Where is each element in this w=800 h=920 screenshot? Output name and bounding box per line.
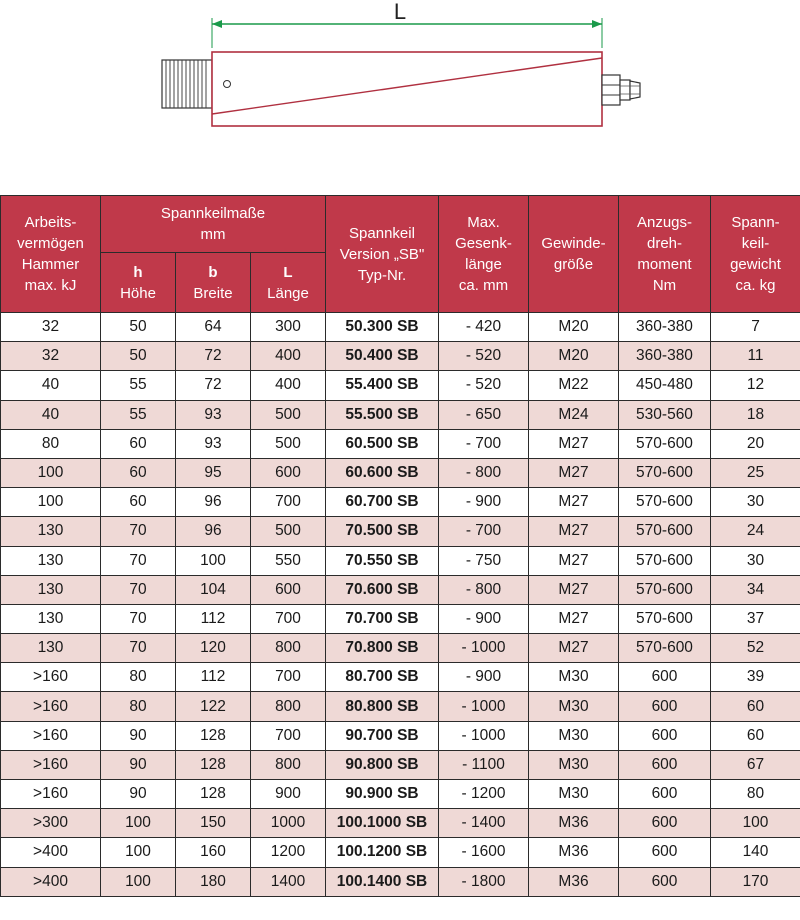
cell-hoehe: 70 [101,604,176,633]
cell-typ: 50.400 SB [326,342,439,371]
cell-gesenk: - 1100 [439,750,529,779]
cell-gewicht: 24 [711,517,800,546]
table-row [1,780,800,809]
cell-hoehe: 70 [101,634,176,663]
cell-typ: 55.500 SB [326,400,439,429]
cell-breite: 96 [176,488,251,517]
cell-hoehe: 90 [101,780,176,809]
cell-gewicht: 80 [711,780,800,809]
cell-typ: 100.1400 SB [326,867,439,896]
cell-arbeit: >160 [1,780,101,809]
cell-typ: 70.550 SB [326,546,439,575]
cell-breite: 93 [176,429,251,458]
cell-hoehe: 60 [101,488,176,517]
cell-arbeit: 130 [1,546,101,575]
cell-hoehe: 60 [101,458,176,487]
cell-gesenk: - 520 [439,342,529,371]
cell-anzug: 360-380 [619,313,711,342]
cell-breite: 104 [176,575,251,604]
cell-arbeit: 32 [1,313,101,342]
cell-arbeit: >300 [1,809,101,838]
cell-gewicht: 12 [711,371,800,400]
cell-gewicht: 25 [711,458,800,487]
cell-hoehe: 55 [101,371,176,400]
cell-breite: 128 [176,721,251,750]
cell-gewinde: M30 [529,780,619,809]
cell-gewinde: M24 [529,400,619,429]
cell-gesenk: - 900 [439,488,529,517]
cell-typ: 50.300 SB [326,313,439,342]
cell-gewicht: 7 [711,313,800,342]
cell-anzug: 450-480 [619,371,711,400]
cell-typ: 70.500 SB [326,517,439,546]
cell-hoehe: 50 [101,313,176,342]
cell-breite: 96 [176,517,251,546]
cell-gewicht: 67 [711,750,800,779]
cell-arbeit: 32 [1,342,101,371]
cell-arbeit: 100 [1,488,101,517]
cell-laenge: 600 [251,458,326,487]
cell-typ: 55.400 SB [326,371,439,400]
spec-table [0,195,800,897]
cell-laenge: 700 [251,488,326,517]
cell-arbeit: 130 [1,634,101,663]
cell-gewicht: 60 [711,692,800,721]
cell-breite: 100 [176,546,251,575]
table-row [1,721,800,750]
cell-typ: 70.700 SB [326,604,439,633]
cell-gesenk: - 1000 [439,721,529,750]
cell-arbeit: >400 [1,838,101,867]
cell-hoehe: 80 [101,663,176,692]
cell-arbeit: >160 [1,750,101,779]
cell-laenge: 500 [251,400,326,429]
wedge-body [212,52,602,126]
cell-anzug: 570-600 [619,517,711,546]
cell-typ: 100.1000 SB [326,809,439,838]
cell-typ: 100.1200 SB [326,838,439,867]
cell-arbeit: >160 [1,721,101,750]
table-row [1,634,800,663]
cell-gewicht: 34 [711,575,800,604]
cell-typ: 60.700 SB [326,488,439,517]
cell-anzug: 570-600 [619,546,711,575]
cell-typ: 70.600 SB [326,575,439,604]
table-row [1,867,800,896]
cell-hoehe: 80 [101,692,176,721]
cell-gewinde: M22 [529,371,619,400]
cell-gewicht: 18 [711,400,800,429]
table-body [1,313,800,897]
cell-gesenk: - 700 [439,517,529,546]
cell-gewinde: M27 [529,458,619,487]
table-row [1,400,800,429]
cell-typ: 90.700 SB [326,721,439,750]
cell-gewinde: M27 [529,517,619,546]
header-l-laenge: L Länge [251,253,326,313]
cell-hoehe: 55 [101,400,176,429]
table-row [1,313,800,342]
cell-arbeit: 130 [1,517,101,546]
cell-anzug: 570-600 [619,575,711,604]
cell-gesenk: - 700 [439,429,529,458]
table-row [1,663,800,692]
cell-gewinde: M27 [529,634,619,663]
cell-anzug: 600 [619,692,711,721]
cell-breite: 150 [176,809,251,838]
cell-hoehe: 90 [101,750,176,779]
cell-arbeit: 40 [1,371,101,400]
cell-anzug: 570-600 [619,429,711,458]
cell-gewinde: M30 [529,692,619,721]
cell-arbeit: >160 [1,692,101,721]
cell-gesenk: - 1000 [439,634,529,663]
cell-hoehe: 70 [101,517,176,546]
cell-typ: 70.800 SB [326,634,439,663]
table-row [1,488,800,517]
cell-gewicht: 20 [711,429,800,458]
cell-laenge: 500 [251,517,326,546]
cell-laenge: 700 [251,604,326,633]
cell-gesenk: - 1200 [439,780,529,809]
cell-gewinde: M36 [529,838,619,867]
cell-laenge: 400 [251,371,326,400]
cell-anzug: 570-600 [619,634,711,663]
cell-laenge: 900 [251,780,326,809]
cell-gesenk: - 1400 [439,809,529,838]
table-row [1,809,800,838]
cell-gewinde: M20 [529,313,619,342]
cell-breite: 180 [176,867,251,896]
dimension-label-L: L [393,0,407,24]
nut-end-right [602,75,640,105]
cell-anzug: 570-600 [619,604,711,633]
cell-gesenk: - 750 [439,546,529,575]
table-row [1,458,800,487]
table-row [1,750,800,779]
cell-anzug: 600 [619,809,711,838]
cell-gewicht: 37 [711,604,800,633]
cell-gesenk: - 650 [439,400,529,429]
cell-hoehe: 60 [101,429,176,458]
cell-hoehe: 90 [101,721,176,750]
cell-hoehe: 100 [101,867,176,896]
cell-laenge: 1000 [251,809,326,838]
cell-laenge: 500 [251,429,326,458]
cell-anzug: 570-600 [619,488,711,517]
cell-arbeit: >160 [1,663,101,692]
cell-arbeit: 80 [1,429,101,458]
cell-arbeit: >400 [1,867,101,896]
cell-breite: 93 [176,400,251,429]
cell-laenge: 800 [251,692,326,721]
header-gewindegroesse: Gewinde- größe [529,196,619,313]
cell-typ: 80.700 SB [326,663,439,692]
table-row [1,575,800,604]
cell-breite: 128 [176,780,251,809]
cell-breite: 160 [176,838,251,867]
cell-gewicht: 60 [711,721,800,750]
cell-laenge: 600 [251,575,326,604]
cell-breite: 120 [176,634,251,663]
cell-breite: 64 [176,313,251,342]
cell-gesenk: - 900 [439,604,529,633]
cell-gewinde: M30 [529,663,619,692]
cell-breite: 122 [176,692,251,721]
table-row [1,429,800,458]
cell-arbeit: 100 [1,458,101,487]
cell-breite: 112 [176,604,251,633]
cell-anzug: 600 [619,838,711,867]
cell-typ: 60.600 SB [326,458,439,487]
dimension-line [212,18,602,48]
header-b-breite: b Breite [176,253,251,313]
cell-gewinde: M30 [529,721,619,750]
cell-gewicht: 100 [711,809,800,838]
header-h-hoehe: h Höhe [101,253,176,313]
cell-gewicht: 140 [711,838,800,867]
cell-hoehe: 50 [101,342,176,371]
header-spannkeil-typ: Spannkeil Version „SB" Typ-Nr. [326,196,439,313]
cell-breite: 72 [176,342,251,371]
cell-gewinde: M36 [529,809,619,838]
cell-typ: 90.800 SB [326,750,439,779]
cell-gesenk: - 800 [439,575,529,604]
cell-gewinde: M20 [529,342,619,371]
cell-gewinde: M30 [529,750,619,779]
cell-anzug: 530-560 [619,400,711,429]
cell-gewinde: M27 [529,546,619,575]
cell-gewicht: 170 [711,867,800,896]
cell-gewicht: 11 [711,342,800,371]
cell-anzug: 570-600 [619,458,711,487]
cell-gewinde: M27 [529,429,619,458]
cell-gewinde: M27 [529,604,619,633]
cell-gesenk: - 800 [439,458,529,487]
cell-breite: 112 [176,663,251,692]
cell-anzug: 600 [619,780,711,809]
cell-anzug: 600 [619,750,711,779]
cell-anzug: 360-380 [619,342,711,371]
cell-arbeit: 130 [1,575,101,604]
table-row [1,692,800,721]
cell-gewinde: M36 [529,867,619,896]
table-row [1,838,800,867]
cell-arbeit: 40 [1,400,101,429]
cell-gewinde: M27 [529,575,619,604]
cell-anzug: 600 [619,867,711,896]
header-spannkeilmasse: Spannkeilmaße mm [101,196,326,253]
cell-breite: 95 [176,458,251,487]
cell-typ: 90.900 SB [326,780,439,809]
table-row [1,517,800,546]
cell-gewinde: M27 [529,488,619,517]
cell-gesenk: - 1600 [439,838,529,867]
cell-hoehe: 70 [101,575,176,604]
cell-gesenk: - 520 [439,371,529,400]
header-gesenklaenge: Max. Gesenk- länge ca. mm [439,196,529,313]
cell-hoehe: 100 [101,838,176,867]
cell-gesenk: - 900 [439,663,529,692]
cell-laenge: 550 [251,546,326,575]
cell-anzug: 600 [619,721,711,750]
cell-laenge: 1400 [251,867,326,896]
threaded-end-left [162,60,212,108]
cell-gewicht: 30 [711,488,800,517]
cell-gesenk: - 1800 [439,867,529,896]
table-row [1,546,800,575]
cell-arbeit: 130 [1,604,101,633]
cell-laenge: 700 [251,721,326,750]
wedge-drawing [0,0,800,190]
cell-typ: 60.500 SB [326,429,439,458]
header-arbeitsvermoegen: Arbeits- vermögen Hammer max. kJ [1,196,101,313]
header-anzugsdrehmoment: Anzugs- dreh- moment Nm [619,196,711,313]
cell-laenge: 800 [251,634,326,663]
header-spannkeilgewicht: Spann- keil- gewicht ca. kg [711,196,800,313]
cell-laenge: 800 [251,750,326,779]
cell-gewicht: 30 [711,546,800,575]
cell-gewicht: 52 [711,634,800,663]
cell-laenge: 300 [251,313,326,342]
table-row [1,342,800,371]
cell-breite: 128 [176,750,251,779]
table-row [1,604,800,633]
cell-hoehe: 100 [101,809,176,838]
cell-laenge: 700 [251,663,326,692]
cell-anzug: 600 [619,663,711,692]
cell-gesenk: - 420 [439,313,529,342]
cell-breite: 72 [176,371,251,400]
cell-laenge: 1200 [251,838,326,867]
cell-gewicht: 39 [711,663,800,692]
table-row [1,371,800,400]
cell-typ: 80.800 SB [326,692,439,721]
cell-laenge: 400 [251,342,326,371]
cell-gesenk: - 1000 [439,692,529,721]
cell-hoehe: 70 [101,546,176,575]
